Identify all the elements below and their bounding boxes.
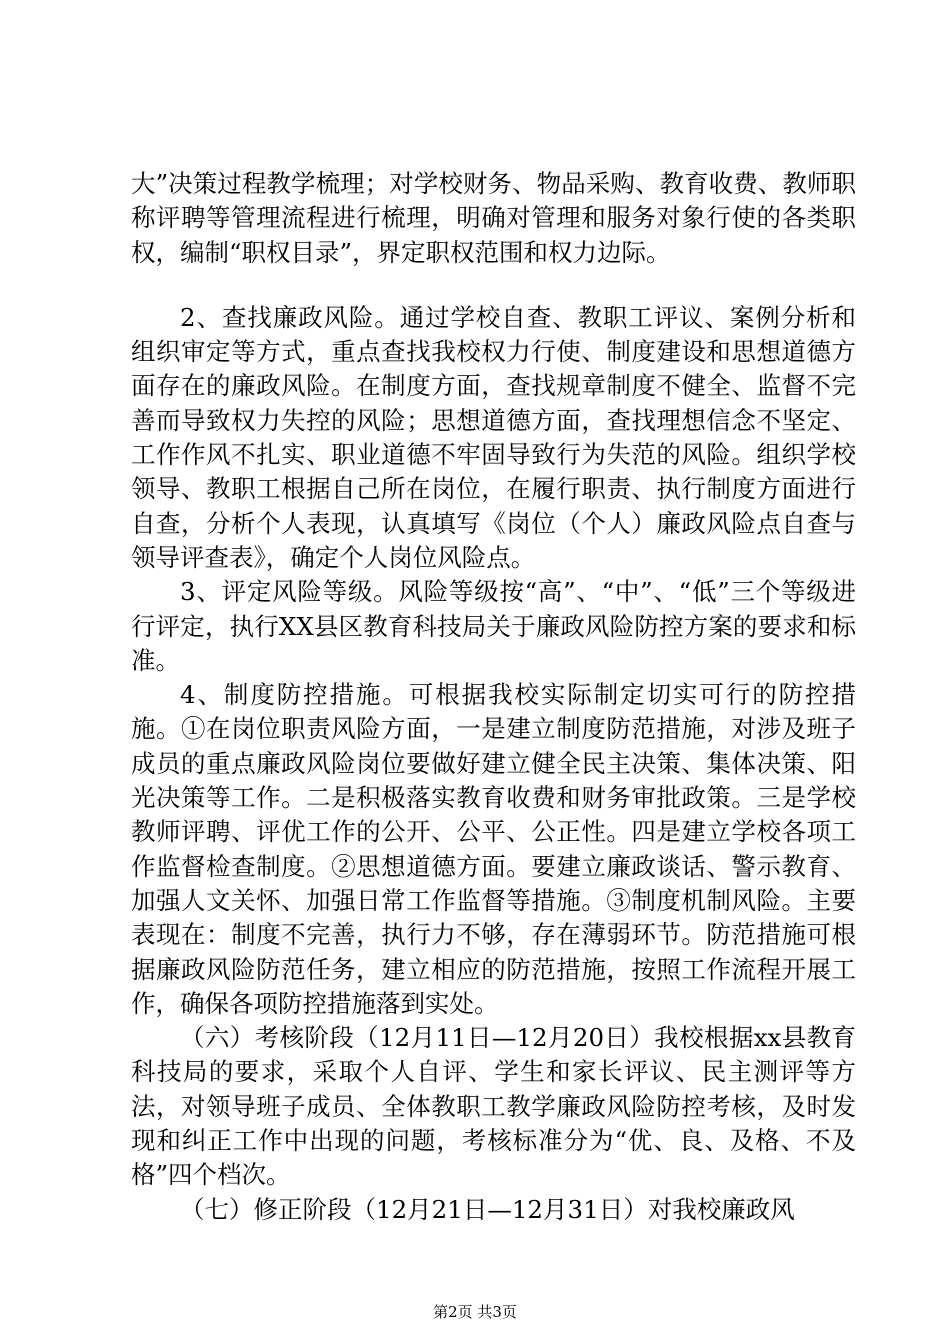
document-body	[131, 167, 856, 1227]
paragraph-gap	[131, 270, 856, 301]
paragraph-risk-levels: 3、评定风险等级。风险等级按“高”、“中”、“低”三个等级进行评定，执行XX县区教育科技局关于廉政风险防控方案的要求和标准。	[131, 577, 856, 675]
paragraph-control-measures: 4、制度防控措施。可根据我校实际制定切实可行的防控措施。①在岗位职责风险方面，一是建立制度防范措施，对涉及班子成员的重点廉政风险岗位要做好建立健全民主决策、集体决策、阳光决策等工作。二是积极落实教育收费和财务审批政策。三是学校教师评聘、评优工作的公开、公平、公正性。四是建立学校各项工作监督检查制度。②思想道德方面。要建立廉政谈话、警示教育、加强人文关怀、加强日常工作监督等措施。③制度机制风险。主要表现在：制度不完善，执行力不够，存在薄弱环节。防范措施可根据廉政风险防范任务，建立相应的防范措施，按照工作流程开展工作，确保各项防控措施落到实处。	[131, 680, 856, 1018]
paragraph-revision-stage: （七）修正阶段（12月21日—12月31日）对我校廉政风	[180, 1194, 795, 1224]
paragraph-find-risks: 2、查找廉政风险。通过学校自查、教职工评议、案例分析和组织审定等方式，重点查找我校权力行使、制度建设和思想道德方面存在的廉政风险。在制度方面，查找规章制度不健全、监督不完善而导致权力失控的风险；思想道德方面，查找理想信念不坚定、工作作风不扎实、职业道德不牢固导致行为失范的风险。组织学校领导、教职工根据自己所在岗位，在履行职责、执行制度方面进行自查，分析个人表现，认真填写《岗位（个人）廉政风险点自查与领导评查表》，确定个人岗位风险点。	[131, 302, 856, 572]
paragraph-assessment-stage: （六）考核阶段（12月11日—12月20日）我校根据xx县教育科技局的要求，采取个人自评、学生和家长评议、民主测评等方法，对领导班子成员、全体教职工教学廉政风险防控考核，及时发现和纠正工作中出现的问题，考核标准分为“优、良、及格、不及格”四个档次。	[131, 1023, 856, 1190]
page-footer: 第2页 共3页	[433, 1303, 517, 1321]
paragraph-continuation: 大”决策过程教学梳理；对学校财务、物品采购、教育收费、教师职称评聘等管理流程进行梳理，明确对管理和服务对象行使的各类职权，编制“职权目录”，界定职权范围和权力边际。	[131, 169, 856, 267]
